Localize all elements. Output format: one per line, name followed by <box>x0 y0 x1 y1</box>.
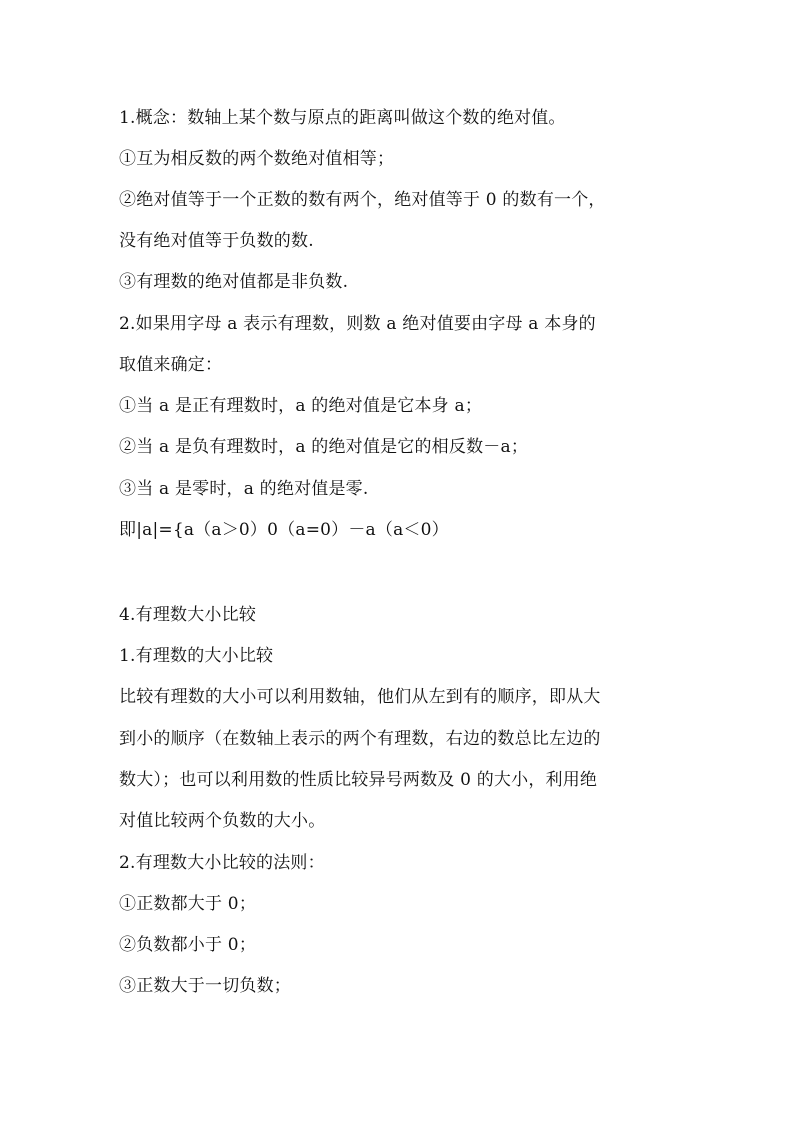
text-line: 比较有理数的大小可以利用数轴，他们从左到有的顺序，即从大 <box>119 687 601 707</box>
text-line: 对值比较两个负数的大小。 <box>119 811 326 831</box>
text-line: ①正数都大于 0； <box>119 894 257 914</box>
text-line: 到小的顺序（在数轴上表示的两个有理数，右边的数总比左边的 <box>119 729 601 749</box>
text-line: ③当 a 是零时，a 的绝对值是零. <box>119 479 369 499</box>
text-line: ③正数大于一切负数； <box>119 976 291 996</box>
text-line: 1.概念：数轴上某个数与原点的距离叫做这个数的绝对值。 <box>119 108 566 128</box>
text-line: ②负数都小于 0； <box>119 935 257 955</box>
text-line: ①当 a 是正有理数时，a 的绝对值是它本身 a； <box>119 396 483 416</box>
section-heading: 4.有理数大小比较 <box>119 605 257 625</box>
text-line: 1.有理数的大小比较 <box>119 646 274 666</box>
text-line: 没有绝对值等于负数的数. <box>119 231 314 251</box>
text-line: 数大）；也可以利用数的性质比较异号两数及 0 的大小，利用绝 <box>119 770 598 790</box>
text-line: ③有理数的绝对值都是非负数. <box>119 272 349 292</box>
text-line: 即|a|={a（a＞0）0（a=0）－a（a＜0） <box>119 520 449 540</box>
text-line: 2.有理数大小比较的法则： <box>119 853 325 873</box>
text-line: 2.如果用字母 a 表示有理数，则数 a 绝对值要由字母 a 本身的 <box>119 314 596 334</box>
text-line: ①互为相反数的两个数绝对值相等； <box>119 149 395 169</box>
text-line: ②绝对值等于一个正数的数有两个，绝对值等于 0 的数有一个， <box>119 190 606 210</box>
text-line: ②当 a 是负有理数时，a 的绝对值是它的相反数－a； <box>119 437 529 457</box>
text-line: 取值来确定： <box>119 355 223 375</box>
